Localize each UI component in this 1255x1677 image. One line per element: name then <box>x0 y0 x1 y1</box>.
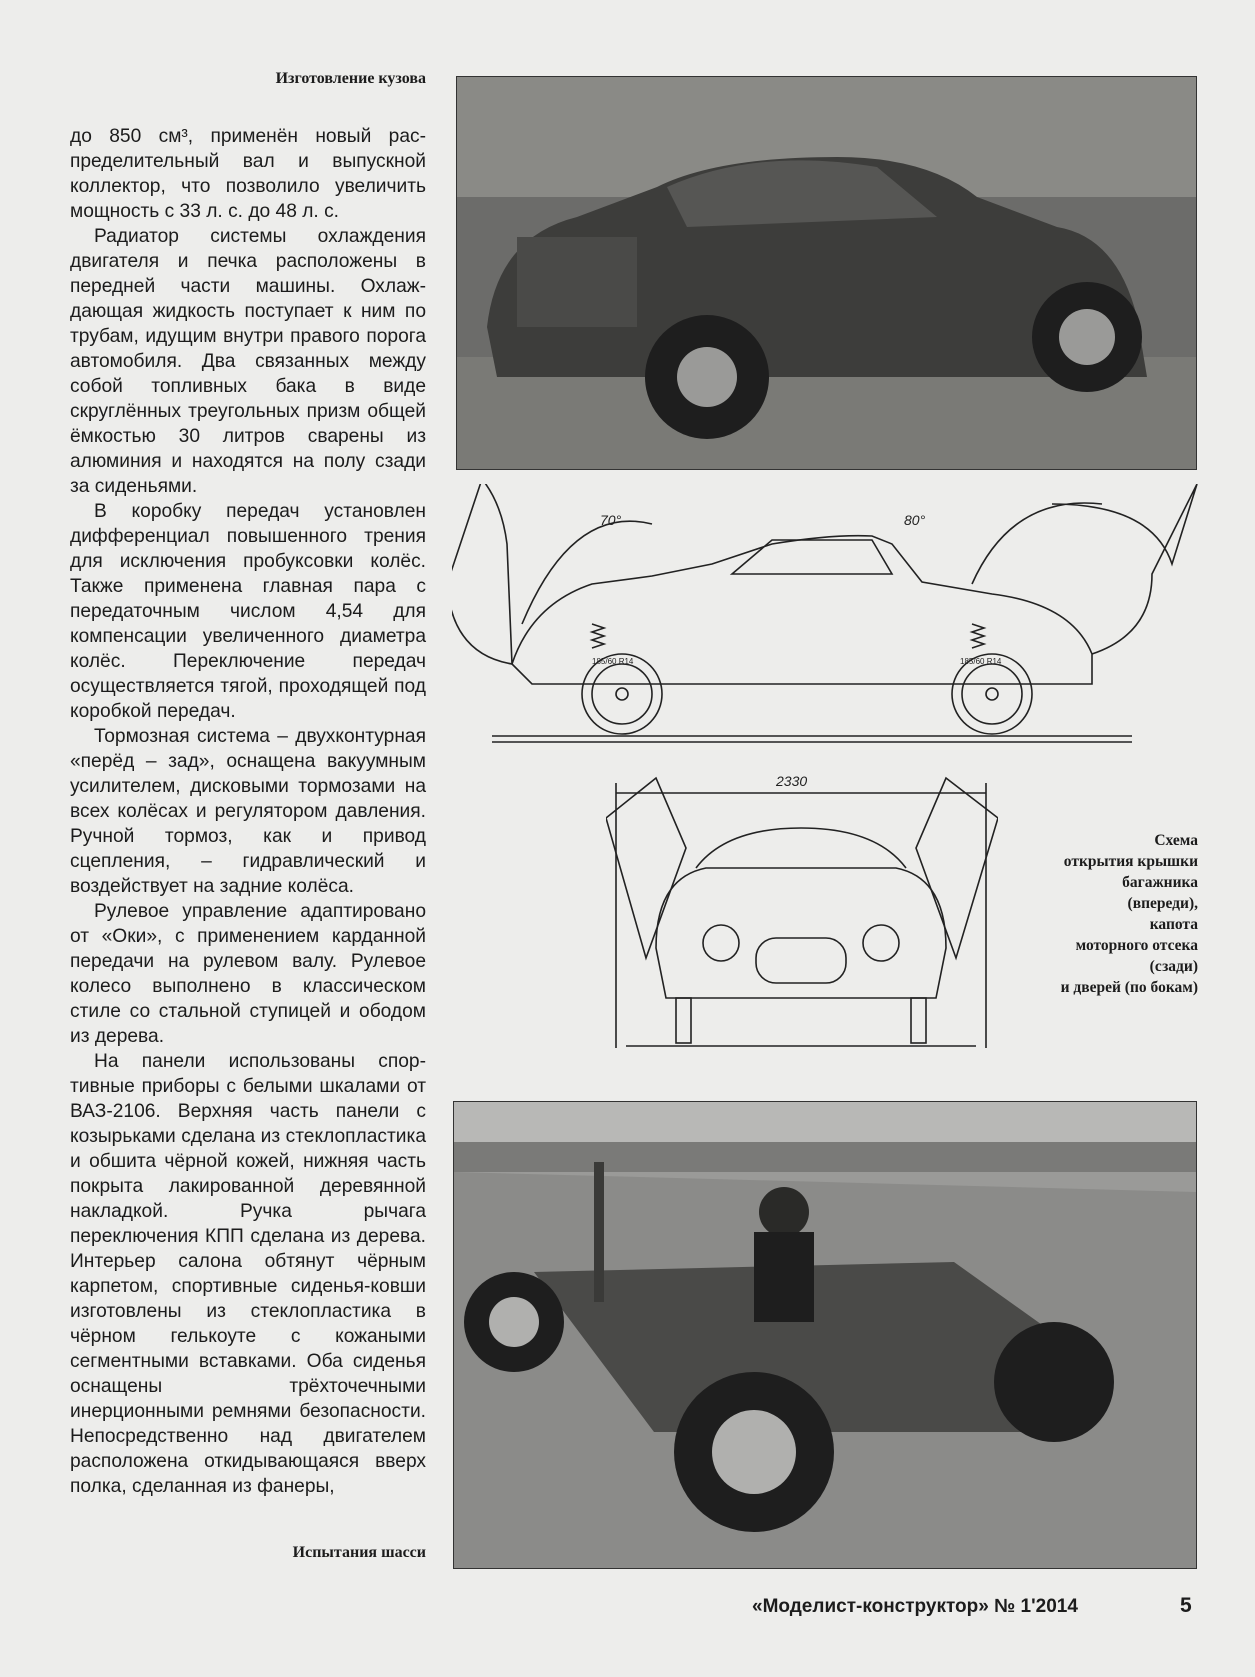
article-paragraph: В коробку передач установлен дифференциал повышенного трения для исключения пробуксовки колёс. Также применена главная пара с передаточным числом 4,54 для компенсации увеличенного диаметра колёс. Переключение передач осуществляется тягой, проходящей под коробкой передач. <box>70 501 426 722</box>
article-paragraph: до 850 см³, применён новый распределительный вал и выпускной коллектор, что позволило увеличить мощность с 33 л. с. до 48 л. с. <box>70 126 426 222</box>
diagram-caption-line: (впереди), <box>1127 895 1198 912</box>
side-view-diagram <box>452 484 1200 784</box>
article-paragraph: Тормозная система – двухконтурная «перёд – зад», оснащена вакуумным усилителем, дисковыми тормозами на всех колёсах и регулятором давления. Ручной тормоз, как и привод сцепления, – гидравлический и воздействует на задние колёса. <box>70 726 426 897</box>
section-caption: Изготовление кузова <box>275 70 426 87</box>
article-paragraph: Рулевое управление адаптировано от «Оки», с применением карданной передачи на рулевом валу. Рулевое колесо выполнено в классическом стиле со стальной ступицей и ободом из дерева. <box>70 901 426 1047</box>
front-tire-label: 185/60 R14 <box>592 657 634 666</box>
diagram-caption-line: открытия крышки <box>1063 853 1198 870</box>
next-section-caption: Испытания шасси <box>292 1544 426 1561</box>
article-paragraph: На панели использованы спортивные приборы с белыми шкалами от ВАЗ-2106. Верхняя часть панели с козырьками сделана из стеклопластика и обшита чёрной кожей, нижняя часть покрыта лакированной деревянной накладкой. Ручка рычага переключения КПП сделана из дерева. Интерьер салона обтянут чёрным карпетом, спортивные сиденья-ковши изготовлены из стеклопластика в чёрном гелькоуте с кожаными сегментными вставками. Оба сиденья оснащены трёхточечными инерционными ремнями безопасности. Непосредственно над двигателем расположена откидывающаяся вверх полка, сделанная из фанеры, <box>70 1051 426 1497</box>
diagram-caption <box>1010 830 1198 998</box>
rear-angle-label: 80° <box>904 512 926 528</box>
front-angle-label: 70° <box>600 512 622 528</box>
diagram-caption-line: (сзади) <box>1149 958 1198 975</box>
article-paragraph: Радиатор системы охлаждения двигателя и печка расположены в передней части машины. Охлаждающая жидкость поступает к ним по трубам, идущим внутри правого порога автомобиля. Два связанных между собой топливных бака в виде скруглённых треугольных призм общей ёмкостью 30 литров сварены из алюминия и находятся на полу сзади за сиденьями. <box>70 226 426 497</box>
car-body-photo <box>456 76 1197 470</box>
article-text-column <box>70 124 426 1499</box>
chassis-photo <box>453 1101 1197 1569</box>
diagram-caption-line: моторного отсека <box>1075 937 1198 954</box>
diagram-caption-line: капота <box>1149 916 1198 933</box>
chassis-photo-illustration <box>454 1102 1196 1568</box>
wheelbase-label: 2330 <box>776 773 808 789</box>
diagram-caption-line: и дверей (по бокам) <box>1060 979 1198 996</box>
car-body-photo-illustration <box>457 77 1196 469</box>
rear-tire-label: 185/60 R14 <box>960 657 1002 666</box>
page-number: 5 <box>1180 1594 1192 1617</box>
diagram-caption-line: багажника <box>1122 874 1198 891</box>
side-view-diagram-drawing <box>452 484 1200 784</box>
front-view-diagram-drawing <box>606 768 998 1068</box>
front-view-diagram <box>606 768 998 1068</box>
magazine-footer: «Моделист-конструктор» № 1'2014 <box>752 1596 1078 1617</box>
diagram-caption-line: Схема <box>1154 832 1198 849</box>
